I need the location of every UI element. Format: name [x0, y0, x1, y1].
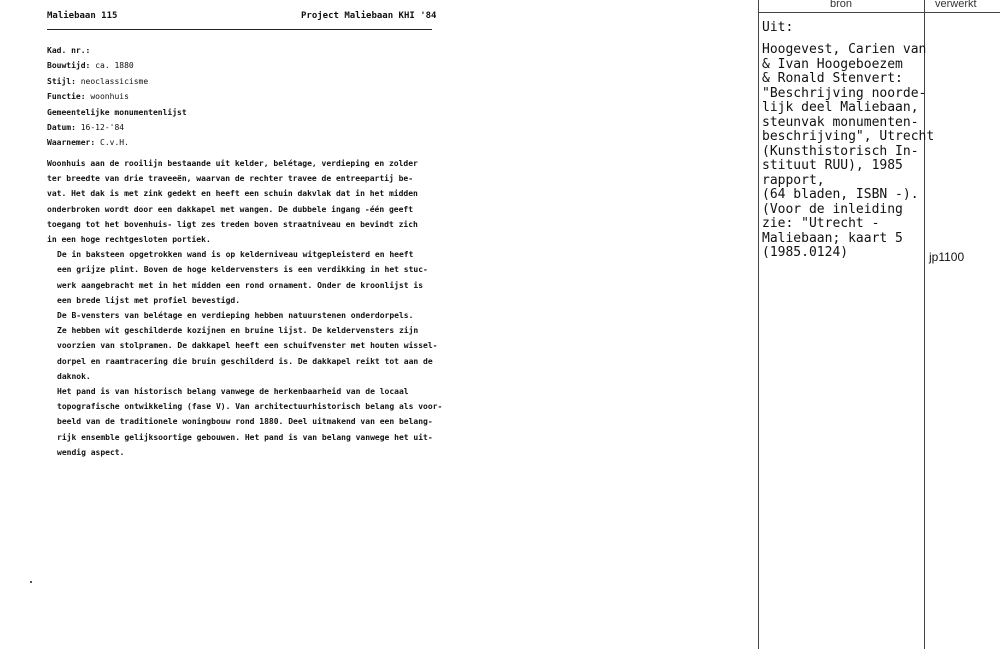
source-uit-label: Uit: [762, 20, 794, 35]
metadata-block [47, 43, 427, 151]
meta-waarnemer: Waarnemer: C.v.H. [47, 138, 129, 148]
source-citation: Hoogevest, Carien van & Ivan Hoogeboezem & Ronald Stenvert: "Beschrijving noorde- lijk deel Maliebaan, steunvak monumenten- beschrijving", Utrecht (Kunsthistorisch In- stituut RUU), 1985 rapport, (64 bladen, ISBN -). (Voor de inleiding zie: "Utrecht - Maliebaan; kaart 5 (1985.0124) [762, 42, 935, 260]
meta-bouwtijd: Bouwtijd: ca. 1880 [47, 61, 134, 71]
column-header-verwerkt: verwerkt [935, 0, 977, 10]
column-header-bron: bron [830, 0, 853, 10]
paragraph: De B-vensters van belétage en verdieping hebben natuurstenen onderdorpels. Ze hebben wit geschilderde kozijnen en bruine lijst. De keldervensters zijn voorzien van stolpramen. De dakkapel heeft een schuifvenster met houten wissel- dorpel en raamtracering die bruin geschilderd is. De dakkapel reikt tot aan de daknok. [57, 311, 438, 381]
meta-monumentenlijst: Gemeentelijke monumentenlijst [47, 107, 187, 117]
meta-kadaster: Kad. nr.: [47, 46, 91, 55]
description-body [47, 156, 457, 460]
paragraph: De in baksteen opgetrokken wand is op kelderniveau witgepleisterd en heeft een grijze plint. Boven de hoge keldervensters is een verdikking in het stuc- werk aangebracht met in het midden een rond ornament. Onder de kroonlijst is een brede lijst met profiel bevestigd. [57, 250, 428, 305]
meta-functie: Functie: woonhuis [47, 92, 129, 102]
meta-stijl: Stijl: neoclassicisme [47, 76, 149, 86]
header-project: Project Maliebaan KHI '84 [301, 11, 437, 21]
speck [30, 581, 32, 583]
header-rule [47, 29, 432, 30]
meta-datum: Datum: 16-12-'84 [47, 123, 125, 133]
paragraph: Het pand is van historisch belang vanwege de herkenbaarheid van de locaal topografische ontwikkeling (fase V). Van architectuurhistorisch belang als voor- beeld van de traditionele woningbouw rond 1880. Deel uitmakend van een belang- rijk ensemble gelijksoortige gebouwen. Het pand is van belang vanwege het uit- wendig aspect. [57, 387, 443, 457]
processed-code: jp1100 [929, 250, 965, 264]
column-divider-left [758, 0, 759, 649]
paragraph: Woonhuis aan de rooilijn bestaande uit kelder, belétage, verdieping en zolder ter breedte van drie traveeën, waarvan de rechter travee de entreepartij be- vat. Het dak is met zink gedekt en heeft een schuin dakvlak dat in het midden onderbroken wordt door een dakkapel met wangen. De dubbele ingang -één geeft toegang tot het bovenhuis- ligt zes treden boven straatniveau en bevindt zich in een hoge rechtgesloten portiek. [47, 159, 418, 245]
header-address: Maliebaan 115 [47, 11, 118, 21]
column-header-rule [758, 12, 1000, 13]
